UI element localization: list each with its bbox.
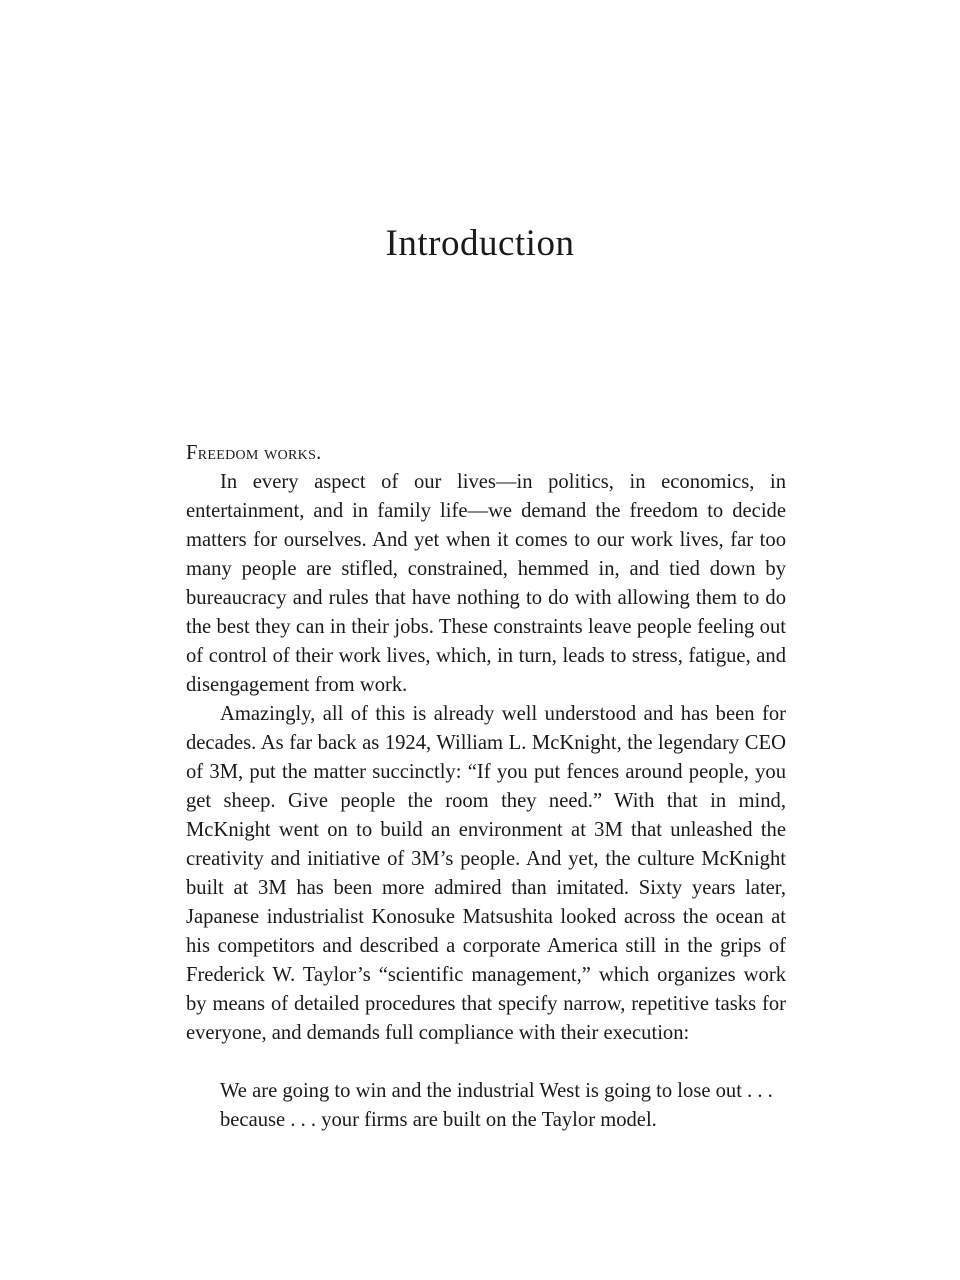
chapter-title: Introduction [385, 223, 575, 264]
block-quote: We are going to win and the industrial West is going to lose out . . . because . . . your firms are built on the Taylor model. [220, 1080, 773, 1131]
paragraph: In every aspect of our lives—in politics, in economics, in entertainment, and in family life—we demand the freedom to decide matters for ourselves. And yet when it comes to our work lives, far too many people are stifled, constrained, hemmed in, and tied down by bureaucracy and rules that have nothing to do with allowing them to do the best they can in their jobs. These constraints leave people feeling out of control of their work lives, which, in turn, leads to stress, fatigue, and disengagement from work. [186, 471, 786, 696]
body-text [186, 439, 786, 1135]
paragraph: Amazingly, all of this is already well understood and has been for decades. As far back as 1924, William L. McKnight, the legendary CEO of 3M, put the matter succinctly: “If you put fences around people, you get sheep. Give people the room they need.” With that in mind, McKnight went on to build an environment at 3M that unleashed the creativity and initiative of 3M’s people. And yet, the culture McKnight built at 3M has been more admired than imitated. Sixty years later, Japanese industrialist Konosuke Matsushita looked across the ocean at his competitors and described a corporate America still in the grips of Frederick W. Taylor’s “scientific management,” which organizes work by means of detailed procedures that specify narrow, repetitive tasks for everyone, and demands full compliance with their execution: [186, 703, 786, 1044]
lead-line: Freedom works. [186, 442, 322, 464]
